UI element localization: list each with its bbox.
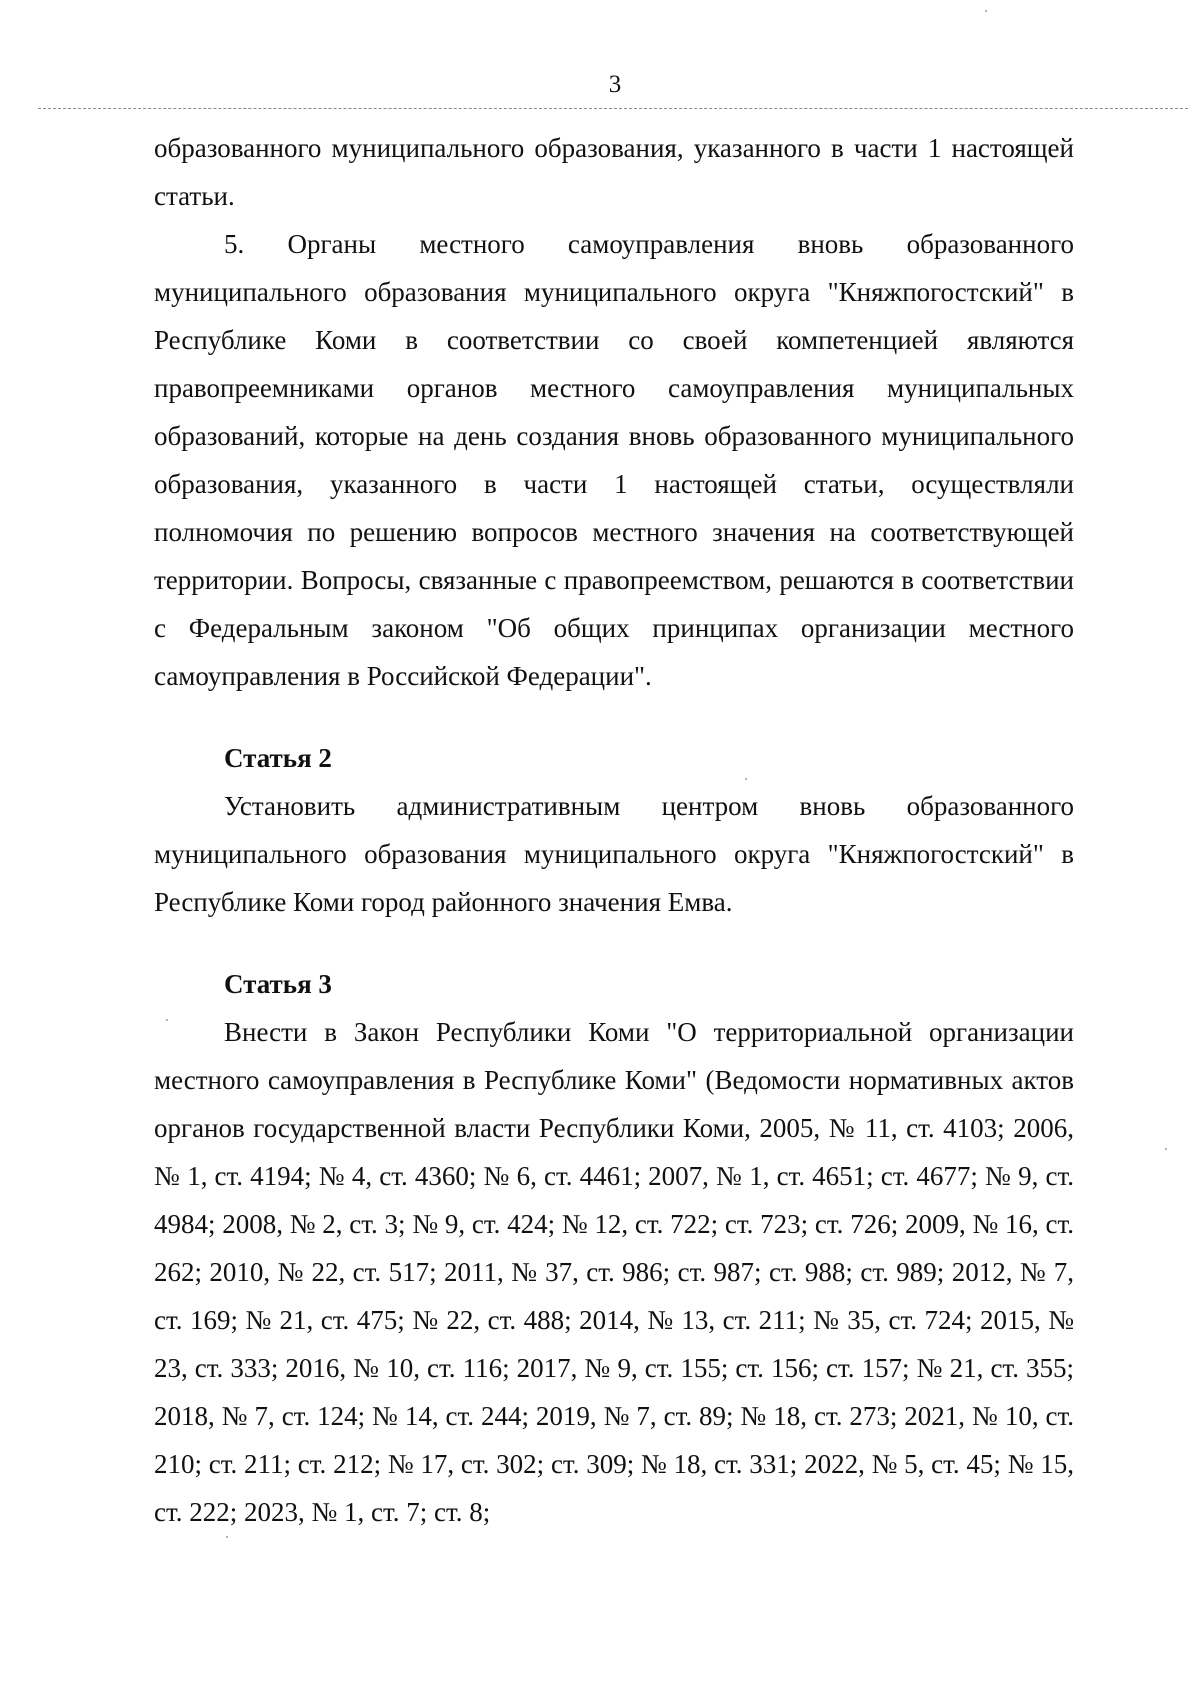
scan-speck bbox=[166, 1019, 168, 1021]
scan-speck bbox=[745, 778, 747, 780]
article-3-text: Внести в Закон Республики Коми "О территориальной организации местного самоуправления в Республике Коми" (Ведомости нормативных актов органов государственной власти Республики Коми, 2005, № 11, ст. 4103; 2006, № 1, ст. 4194; № 4, ст. 4360; № 6, ст. 4461; 2007, № 1, ст. 4651; ст. 4677; № 9, ст. 4984; 2008, № 2, ст. 3; № 9, ст. 424; № 12, ст. 722; ст. 723; ст. 726; 2009, № 16, ст. 262; 2010, № 22, ст. 517; 2011, № 37, ст. 986; ст. 987; ст. 988; ст. 989; 2012, № 7, ст. 169; № 21, ст. 475; № 22, ст. 488; 2014, № 13, ст. 211; № 35, ст. 724; 2015, № 23, ст. 333; 2016, № 10, ст. 116; 2017, № 9, ст. 155; ст. 156; ст. 157; № 21, ст. 355; 2018, № 7, ст. 124; № 14, ст. 244; 2019, № 7, ст. 89; № 18, ст. 273; 2021, № 10, ст. 210; ст. 211; ст. 212; № 17, ст. 302; ст. 309; № 18, ст. 331; 2022, № 5, ст. 45; № 15, ст. 222; 2023, № 1, ст. 7; ст. 8; bbox=[154, 1017, 1074, 1527]
article-2-heading: Статья 2 bbox=[224, 743, 332, 773]
article-3-heading: Статья 3 bbox=[224, 969, 332, 999]
scan-speck bbox=[985, 10, 987, 12]
document-body bbox=[154, 124, 1074, 1536]
scan-speck bbox=[1165, 1148, 1167, 1150]
header-divider bbox=[38, 108, 1188, 109]
article-2-text: Установить административным центром вновь образованного муниципального образования муниципального округа "Княжпогостский" в Республике Коми город районного значения Емва. bbox=[154, 791, 1074, 917]
paragraph-continuation: образованного муниципального образования, указанного в части 1 настоящей статьи. bbox=[154, 133, 1074, 211]
page-number: 3 bbox=[608, 71, 622, 98]
paragraph-item-5: 5. Органы местного самоуправления вновь образованного муниципального образования муниципального округа "Княжпогостский" в Республике Коми в соответствии со своей компетенцией являются правопреемниками органов местного самоуправления муниципальных образований, которые на день создания вновь образованного муниципального образования, указанного в части 1 настоящей статьи, осуществляли полномочия по решению вопросов местного значения на соответствующей территории. Вопросы, связанные с правопреемством, решаются в соответствии с Федеральным законом "Об общих принципах организации местного самоуправления в Российской Федерации". bbox=[154, 229, 1074, 691]
scan-speck bbox=[226, 1536, 228, 1538]
